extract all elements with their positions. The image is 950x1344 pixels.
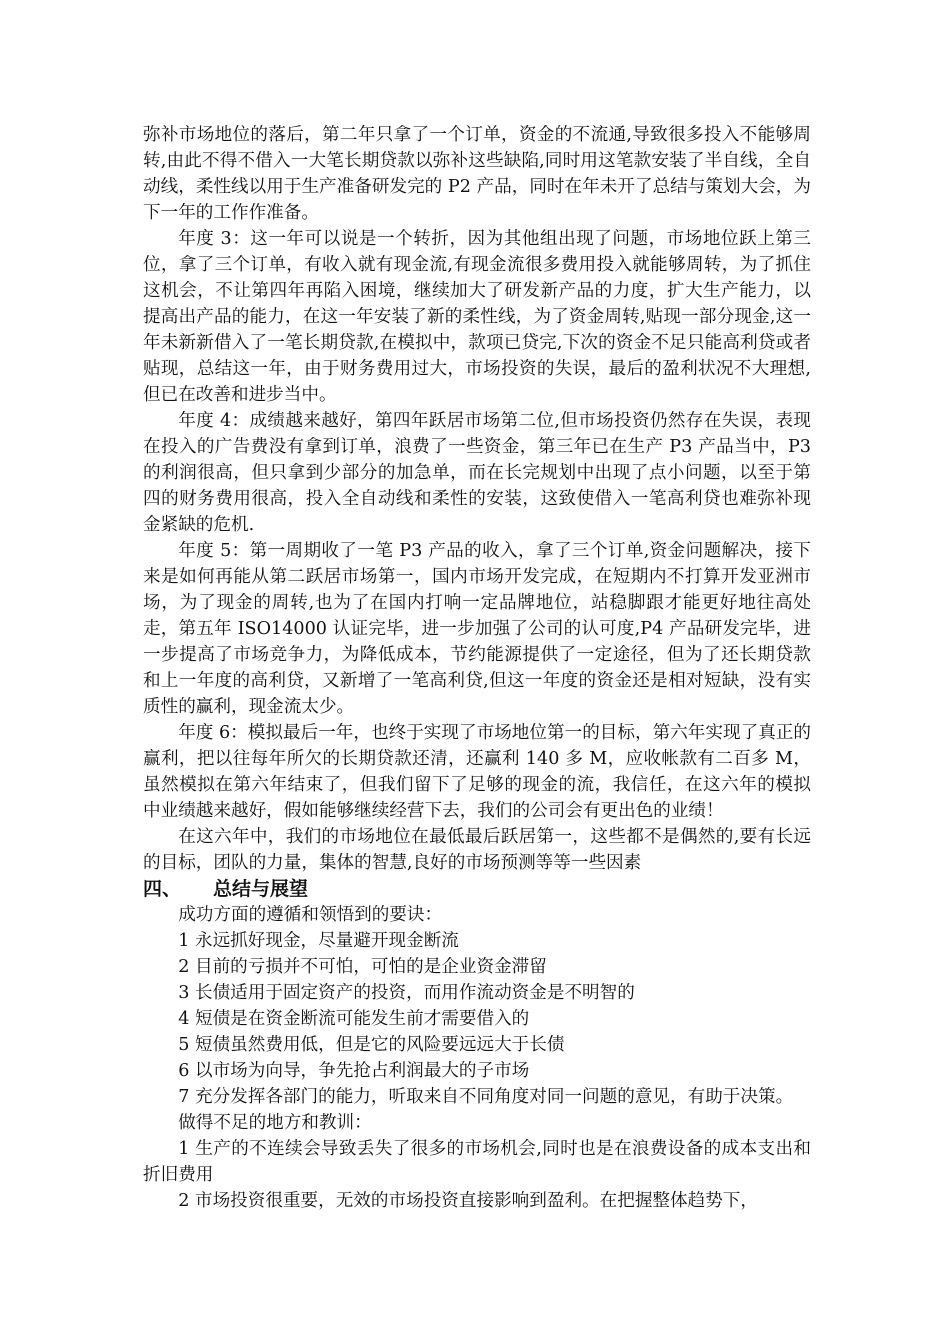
success-item-4: 4 短债是在资金断流可能发生前才需要借入的 bbox=[178, 1009, 530, 1029]
success-item-1: 1 永远抓好现金，尽量避开现金断流 bbox=[178, 931, 459, 951]
success-item-2: 2 目前的亏损并不可怕，可怕的是企业资金滞留 bbox=[178, 957, 547, 977]
paragraph-six-year-summary: 在这六年中，我们的市场地位在最低最后跃居第一，这些都不是偶然的,要有长远的目标，团队的力量，集体的智慧,良好的市场预测等等一些因素 bbox=[143, 827, 811, 873]
success-intro: 成功方面的遵循和领悟到的要诀： bbox=[178, 905, 443, 925]
shortcoming-intro: 做得不足的地方和教训： bbox=[178, 1113, 372, 1133]
success-item-6: 6 以市场为向导，争先抢占利润最大的子市场 bbox=[178, 1061, 530, 1081]
shortcoming-item-1: 1 生产的不连续会导致丢失了很多的市场机会,同时也是在浪费设备的成本支出和折旧费用 bbox=[143, 1139, 811, 1185]
success-item-7: 7 充分发挥各部门的能力，听取来自不同角度对同一问题的意见，有助于决策。 bbox=[178, 1087, 794, 1107]
paragraph-year-4: 年度 4：成绩越来越好，第四年跃居市场第二位,但市场投资仍然存在失误，表现在投入的广告费没有拿到订单，浪费了一些资金，第三年已在生产 P3 产品当中，P3 的利润很高，但只拿到少部分的加急单，而在长完规划中出现了点小问题，以至于第四的财务费用很高，投入全自动线和柔性的安装，这致使借入一笔高利贷也难弥补现金紧缺的危机. bbox=[143, 411, 811, 535]
shortcoming-item-2: 2 市场投资很重要，无效的市场投资直接影响到盈利。在把握整体趋势下， bbox=[178, 1191, 758, 1211]
success-item-5: 5 短债虽然费用低，但是它的风险要远远大于长债 bbox=[178, 1035, 565, 1055]
paragraph-continuation: 弥补市场地位的落后，第二年只拿了一个订单，资金的不流通,导致很多投入不能够周转,由此不得不借入一大笔长期贷款以弥补这些缺陷,同时用这笔款安装了半自线，全自动线，柔性线以用于生产准备研发完的 P2 产品，同时在年未开了总结与策划大会，为下一年的工作作准备。 bbox=[143, 125, 811, 223]
section-title: 总结与展望 bbox=[213, 878, 309, 900]
success-item-3: 3 长债适用于固定资产的投资，而用作流动资金是不明智的 bbox=[178, 983, 635, 1003]
paragraph-year-6: 年度 6：模拟最后一年，也终于实现了市场地位第一的目标，第六年实现了真正的赢利，把以往每年所欠的长期贷款还清，还赢利 140 多 M，应收帐款有二百多 M，虽然模拟在第六年结束了，但我们留下了足够的现金的流，我信任，在这六年的模拟中业绩越来越好，假如能够继续经营下去，我们的公司会有更出色的业绩！ bbox=[143, 723, 811, 821]
document-body bbox=[143, 122, 811, 1214]
section-heading bbox=[143, 876, 811, 902]
paragraph-year-5: 年度 5：第一周期收了一笔 P3 产品的收入，拿了三个订单,资金问题解决，接下来是如何再能从第二跃居市场第一，国内市场开发完成，在短期内不打算开发亚洲市场，为了现金的周转,也为了在国内打响一定品牌地位，站稳脚跟才能更好地往高处走，第五年 ISO14000 认证完毕，进一步加强了公司的认可度,P4 产品研发完毕，进一步提高了市场竞争力，为降低成本，节约能源提供了一定途径，但为了还长期贷款和上一年度的高利贷，又新增了一笔高利贷,但这一年度的资金还是相对短缺，没有实质性的赢利，现金流太少。 bbox=[143, 541, 811, 717]
paragraph-year-3: 年度 3：这一年可以说是一个转折，因为其他组出现了问题，市场地位跃上第三位，拿了三个订单，有收入就有现金流,有现金流很多费用投入就能够周转，为了抓住这机会，不让第四年再陷入困境，继续加大了研发新产品的力度，扩大生产能力，以提高出产品的能力，在这一年安装了新的柔性线，为了资金周转,贴现一部分现金,这一年未新新借入了一笔长期贷款,在模拟中，款项已贷完,下次的资金不足只能高利贷或者贴现，总结这一年，由于财务费用过大，市场投资的失误，最后的盈利状况不大理想,但已在改善和进步当中。 bbox=[143, 229, 811, 405]
section-number: 四、 bbox=[143, 878, 182, 900]
